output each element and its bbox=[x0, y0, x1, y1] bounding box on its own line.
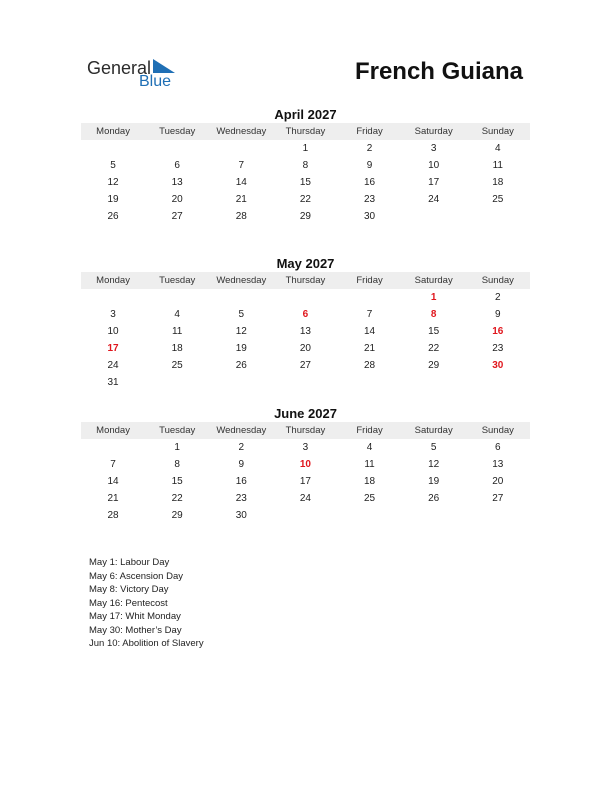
day-cell: 24 bbox=[299, 493, 311, 504]
day-cell: 11 bbox=[364, 459, 375, 470]
logo-text-general: General bbox=[87, 58, 152, 78]
day-cell: 14 bbox=[364, 326, 376, 337]
country-title: French Guiana bbox=[354, 58, 523, 85]
day-cell: 20 bbox=[171, 194, 183, 205]
day-cell: 8 bbox=[174, 459, 180, 470]
week-row bbox=[81, 157, 530, 174]
day-cell: 28 bbox=[107, 510, 119, 521]
day-cell: 28 bbox=[235, 211, 247, 222]
day-cell: 15 bbox=[171, 476, 183, 487]
day-cell: 17 bbox=[299, 476, 311, 487]
day-cell: 30 bbox=[235, 510, 247, 521]
day-cell: 21 bbox=[364, 343, 376, 354]
day-cell: 25 bbox=[171, 360, 183, 371]
week-row bbox=[81, 490, 530, 507]
day-cell: 4 bbox=[366, 442, 373, 453]
day-cell: 28 bbox=[364, 360, 376, 371]
day-cell: 5 bbox=[238, 309, 245, 320]
weekday-label: Wednesday bbox=[216, 275, 267, 286]
day-cell: 19 bbox=[107, 194, 119, 205]
day-cell: 26 bbox=[107, 211, 119, 222]
day-cell: 23 bbox=[364, 194, 376, 205]
day-cell: 29 bbox=[171, 510, 183, 521]
day-cell: 7 bbox=[238, 160, 245, 171]
week-row bbox=[81, 323, 530, 340]
day-cell: 3 bbox=[110, 309, 116, 320]
holiday-day-cell: 17 bbox=[107, 343, 119, 354]
holiday-day-cell: 1 bbox=[430, 292, 437, 303]
month-title: May 2027 bbox=[276, 256, 335, 271]
day-cell: 19 bbox=[235, 343, 247, 354]
day-cell: 14 bbox=[107, 476, 119, 487]
holiday-note: May 30: Mother’s Day bbox=[89, 624, 182, 636]
day-cell: 21 bbox=[107, 493, 119, 504]
weekday-label: Saturday bbox=[414, 126, 453, 137]
day-cell: 18 bbox=[492, 177, 504, 188]
day-cell: 12 bbox=[428, 459, 440, 470]
day-cell: 5 bbox=[430, 442, 437, 453]
holiday-note: May 8: Victory Day bbox=[89, 584, 169, 595]
day-cell: 2 bbox=[238, 442, 245, 453]
day-cell: 27 bbox=[492, 493, 504, 504]
month-april bbox=[81, 107, 530, 225]
day-cell: 13 bbox=[171, 177, 183, 188]
week-row bbox=[81, 289, 530, 306]
week-row bbox=[81, 306, 530, 323]
day-cell: 5 bbox=[110, 160, 116, 171]
weekday-label: Wednesday bbox=[216, 126, 267, 137]
week-row bbox=[81, 140, 530, 157]
day-cell: 18 bbox=[171, 343, 183, 354]
day-cell: 7 bbox=[110, 459, 116, 470]
day-cell: 21 bbox=[235, 194, 247, 205]
day-cell: 27 bbox=[299, 360, 311, 371]
week-row bbox=[81, 439, 530, 456]
holiday-day-cell: 6 bbox=[302, 309, 309, 320]
week-row bbox=[81, 456, 530, 473]
weekday-label: Thursday bbox=[285, 425, 326, 436]
week-row bbox=[81, 340, 530, 357]
weekday-label: Saturday bbox=[414, 425, 453, 436]
day-cell: 6 bbox=[174, 160, 180, 171]
month-may bbox=[81, 256, 530, 391]
day-cell: 26 bbox=[235, 360, 247, 371]
holiday-day-cell: 30 bbox=[492, 360, 504, 371]
day-cell: 24 bbox=[428, 194, 440, 205]
day-cell: 16 bbox=[364, 177, 376, 188]
day-cell: 23 bbox=[235, 493, 247, 504]
day-cell: 3 bbox=[430, 143, 437, 154]
day-cell: 18 bbox=[364, 476, 376, 487]
weekday-label: Thursday bbox=[285, 275, 326, 286]
day-cell: 4 bbox=[495, 143, 501, 154]
holiday-day-cell: 8 bbox=[430, 309, 437, 320]
day-cell: 31 bbox=[107, 377, 119, 388]
day-cell: 9 bbox=[495, 309, 501, 320]
weekday-label: Thursday bbox=[285, 126, 326, 137]
weekday-label: Tuesday bbox=[159, 275, 196, 286]
weekday-label: Sunday bbox=[481, 275, 514, 286]
day-cell: 4 bbox=[174, 309, 180, 320]
week-row bbox=[81, 374, 530, 391]
week-row bbox=[81, 191, 530, 208]
week-row bbox=[81, 357, 530, 374]
weekday-label: Tuesday bbox=[159, 126, 196, 137]
day-cell: 14 bbox=[235, 177, 247, 188]
day-cell: 9 bbox=[366, 160, 373, 171]
day-cell: 13 bbox=[492, 459, 504, 470]
day-cell: 17 bbox=[428, 177, 440, 188]
day-cell: 2 bbox=[366, 143, 373, 154]
day-cell: 30 bbox=[364, 211, 376, 222]
day-cell: 12 bbox=[235, 326, 247, 337]
day-cell: 20 bbox=[299, 343, 311, 354]
week-row bbox=[81, 208, 530, 225]
month-title: June 2027 bbox=[274, 406, 337, 421]
day-cell: 26 bbox=[428, 493, 440, 504]
day-cell: 6 bbox=[495, 442, 501, 453]
day-cell: 25 bbox=[492, 194, 504, 205]
day-cell: 15 bbox=[299, 177, 311, 188]
weekday-label: Sunday bbox=[481, 126, 514, 137]
day-cell: 16 bbox=[235, 476, 247, 487]
logo-triangle-icon bbox=[153, 59, 175, 73]
day-cell: 10 bbox=[107, 326, 119, 337]
holiday-note: Jun 10: Abolition of Slavery bbox=[89, 638, 204, 649]
logo-text-blue: Blue bbox=[139, 73, 172, 90]
weekday-label: Friday bbox=[356, 126, 383, 137]
week-row bbox=[81, 174, 530, 191]
day-cell: 7 bbox=[366, 309, 373, 320]
holiday-note: May 17: Whit Monday bbox=[89, 611, 181, 622]
weekday-label: Wednesday bbox=[216, 425, 267, 436]
holiday-note: May 1: Labour Day bbox=[89, 557, 170, 568]
day-cell: 13 bbox=[299, 326, 311, 337]
weekday-label: Friday bbox=[356, 425, 383, 436]
day-cell: 11 bbox=[171, 326, 183, 337]
weekday-label: Monday bbox=[96, 425, 130, 436]
day-cell: 1 bbox=[174, 442, 180, 453]
day-cell: 3 bbox=[302, 442, 309, 453]
weekday-label: Monday bbox=[96, 275, 130, 286]
day-cell: 2 bbox=[495, 292, 501, 303]
day-cell: 1 bbox=[302, 143, 309, 154]
holiday-notes bbox=[89, 556, 204, 651]
day-cell: 27 bbox=[171, 211, 183, 222]
month-june bbox=[81, 406, 530, 524]
day-cell: 22 bbox=[171, 493, 183, 504]
day-cell: 19 bbox=[428, 476, 440, 487]
day-cell: 12 bbox=[107, 177, 119, 188]
day-cell: 29 bbox=[428, 360, 440, 371]
weekday-header bbox=[81, 272, 530, 289]
weekday-label: Sunday bbox=[481, 425, 514, 436]
week-row bbox=[81, 507, 530, 524]
day-cell: 10 bbox=[428, 160, 440, 171]
weekday-label: Monday bbox=[96, 126, 130, 137]
holiday-note: May 6: Ascension Day bbox=[89, 570, 183, 582]
week-row bbox=[81, 473, 530, 490]
holiday-day-cell: 16 bbox=[492, 326, 504, 337]
day-cell: 9 bbox=[238, 459, 245, 470]
weekday-header bbox=[81, 123, 530, 140]
day-cell: 11 bbox=[492, 160, 503, 171]
holiday-day-cell: 10 bbox=[299, 459, 311, 470]
day-cell: 22 bbox=[299, 194, 311, 205]
day-cell: 8 bbox=[302, 160, 309, 171]
day-cell: 25 bbox=[364, 493, 376, 504]
day-cell: 23 bbox=[492, 343, 504, 354]
day-cell: 20 bbox=[492, 476, 504, 487]
holiday-note: May 16: Pentecost bbox=[89, 597, 168, 609]
day-cell: 15 bbox=[428, 326, 440, 337]
day-cell: 24 bbox=[107, 360, 119, 371]
weekday-label: Friday bbox=[356, 275, 383, 286]
month-title: April 2027 bbox=[274, 107, 337, 122]
day-cell: 22 bbox=[428, 343, 440, 354]
weekday-label: Tuesday bbox=[159, 425, 196, 436]
day-cell: 29 bbox=[299, 211, 311, 222]
weekday-label: Saturday bbox=[414, 275, 453, 286]
generalblue-logo bbox=[87, 58, 187, 92]
weekday-header bbox=[81, 422, 530, 439]
